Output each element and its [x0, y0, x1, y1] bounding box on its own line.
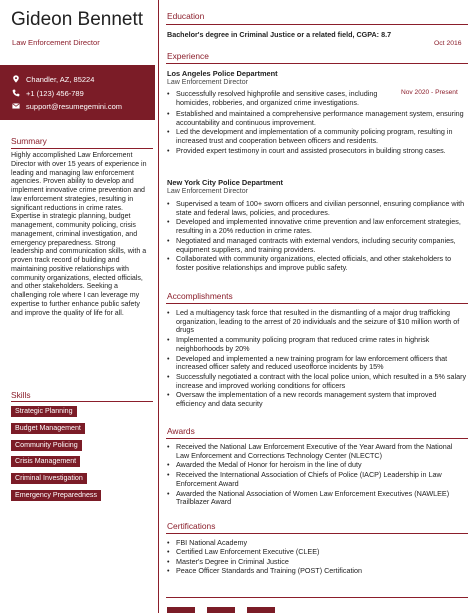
certifications-list [167, 539, 467, 576]
candidate-name: Gideon Bennett [11, 9, 144, 30]
phone-icon [12, 89, 20, 97]
cut-off-tag [247, 607, 275, 613]
contact-phone [12, 88, 84, 98]
education-date: Oct 2016 [434, 40, 462, 47]
job-bullets [167, 200, 467, 273]
certification-item: • Master's Degree in Criminal Justice [167, 558, 467, 567]
location-pin-icon [12, 75, 20, 83]
job-bullet: • Established and maintained a comprehensive performance management system, ensuring accountability and continuous improvement. [167, 110, 467, 127]
award-item: • Received the International Association of Chiefs of Police (IACP) Leadership in Law Enforcement Award [167, 471, 467, 488]
summary-heading: Summary [11, 136, 47, 146]
job-bullet: • Supervised a team of 100+ sworn officers and civilian personnel, ensuring compliance with state and federal laws, policies, and procedures. [167, 200, 467, 217]
summary-divider [11, 148, 153, 149]
certification-item: • Peace Officer Standards and Training (POST) Certification [167, 567, 467, 576]
cut-off-tag [207, 607, 235, 613]
contact-location [12, 74, 94, 84]
experience-divider [166, 63, 468, 64]
certification-item: • FBI National Academy [167, 539, 467, 548]
left-column [0, 0, 155, 613]
job-bullets [167, 90, 402, 107]
certification-item: • Certified Law Enforcement Executive (CLEE) [167, 548, 467, 557]
skill-tag: Emergency Preparedness [11, 490, 101, 501]
contact-email-text[interactable]: support@resumegemini.com [26, 101, 122, 111]
candidate-title: Law Enforcement Director [12, 38, 100, 47]
skills-heading: Skills [11, 390, 31, 400]
skills-divider [11, 401, 153, 402]
cut-off-tag [167, 607, 195, 613]
experience-heading: Experience [167, 51, 209, 61]
accomplishment-item: • Developed and implemented a new training program for law enforcement officers that increased officer safety and reduced useofforce incidents by 15% [167, 355, 467, 372]
job-company: New York City Police Department [167, 178, 283, 187]
job-bullet: • Collaborated with community organizations, elected officials, and other stakeholders to foster positive relationships and improve public safety. [167, 255, 467, 272]
education-divider [166, 24, 468, 25]
accomplishment-item: • Implemented a community policing program that reduced crime rates in highrisk neighborhoods by 20% [167, 336, 467, 353]
accomplishments-divider [166, 303, 468, 304]
accomplishments-heading: Accomplishments [167, 291, 233, 301]
job-bullet: • Provided expert testimony in court and assisted prosecutors in building strong cases. [167, 147, 467, 156]
contact-phone-text: +1 (123) 456-789 [26, 88, 84, 98]
certifications-heading: Certifications [167, 521, 216, 531]
job-bullet: • Led the development and implementation of a community policing program, resulting in increased trust and cooperation between officers and residents. [167, 128, 467, 145]
job-bullet: • Successfully resolved highprofile and sensitive cases, including homicides, robberies, and organized crime investigations. [167, 90, 402, 107]
contact-email[interactable] [12, 101, 122, 111]
skill-tag: Crisis Management [11, 456, 80, 467]
skill-tag: Strategic Planning [11, 406, 77, 417]
education-heading: Education [167, 11, 205, 21]
skill-tag: Criminal Investigation [11, 473, 87, 484]
education-degree: Bachelor's degree in Criminal Justice or a related field, CGPA: 8.7 [167, 30, 392, 39]
skill-tag: Community Policing [11, 440, 82, 451]
contact-box [0, 65, 155, 120]
accomplishment-item: • Led a multiagency task force that resulted in the dismantling of a major drug trafficking organization, leading to the arrest of 20 individuals and the seizure of $10 million worth of drugs [167, 309, 467, 335]
award-item: • Awarded the National Association of Women Law Enforcement Executives (NAWLEE) Trailblazer Award [167, 490, 467, 507]
column-divider [158, 0, 159, 613]
accomplishments-list [167, 309, 467, 409]
accomplishment-item: • Oversaw the implementation of a new records management system that improved efficiency and data security [167, 391, 467, 408]
accomplishment-item: • Successfully negotiated a contract with the local police union, which resulted in a 5% salary increase and improved working conditions for officers [167, 373, 467, 390]
job-role: Law Enforcement Director [167, 79, 248, 86]
certifications-divider [166, 533, 468, 534]
email-icon [12, 102, 20, 110]
awards-heading: Awards [167, 426, 195, 436]
award-item: • Received the National Law Enforcement Executive of the Year Award from the National Law Enforcement and Corrections Technology Center (NLECTC) [167, 443, 467, 460]
awards-divider [166, 438, 468, 439]
contact-location-text: Chandler, AZ, 85224 [26, 74, 95, 84]
job-bullet: • Developed and implemented innovative crime prevention and law enforcement strategies, resulting in a 20% reduction in crime rates. [167, 218, 467, 235]
job-company: Los Angeles Police Department [167, 69, 278, 78]
award-item: • Awarded the Medal of Honor for heroism in the line of duty [167, 461, 467, 470]
section-divider [166, 597, 468, 598]
summary-text: Highly accomplished Law Enforcement Director with over 15 years of experience in leading and managing law enforcement agencies. Proven ability to develop and implement innovative crime prevention and law enforcement strategies, resulting in significant reductions in crime rates. Expertise in strategic planning, budget management, community policing, crisis management, criminal investigation, and emergency preparedness. Strong leadership and communication skills, with a proven track record of building and maintaining positive relationships with community organizations, elected officials, and other stakeholders. Seeking a challenging role where I can leverage my expertise to further enhance public safety and improve the quality of life for all. [11, 152, 147, 317]
job-role: Law Enforcement Director [167, 188, 248, 195]
awards-list [167, 443, 467, 507]
job-bullets [167, 110, 467, 156]
job-bullet: • Negotiated and managed contracts with external vendors, including security companies, equipment suppliers, and training providers. [167, 237, 467, 254]
skills-list [11, 406, 151, 507]
job-date: Nov 2020 - Present [401, 89, 458, 96]
skill-tag: Budget Management [11, 423, 85, 434]
